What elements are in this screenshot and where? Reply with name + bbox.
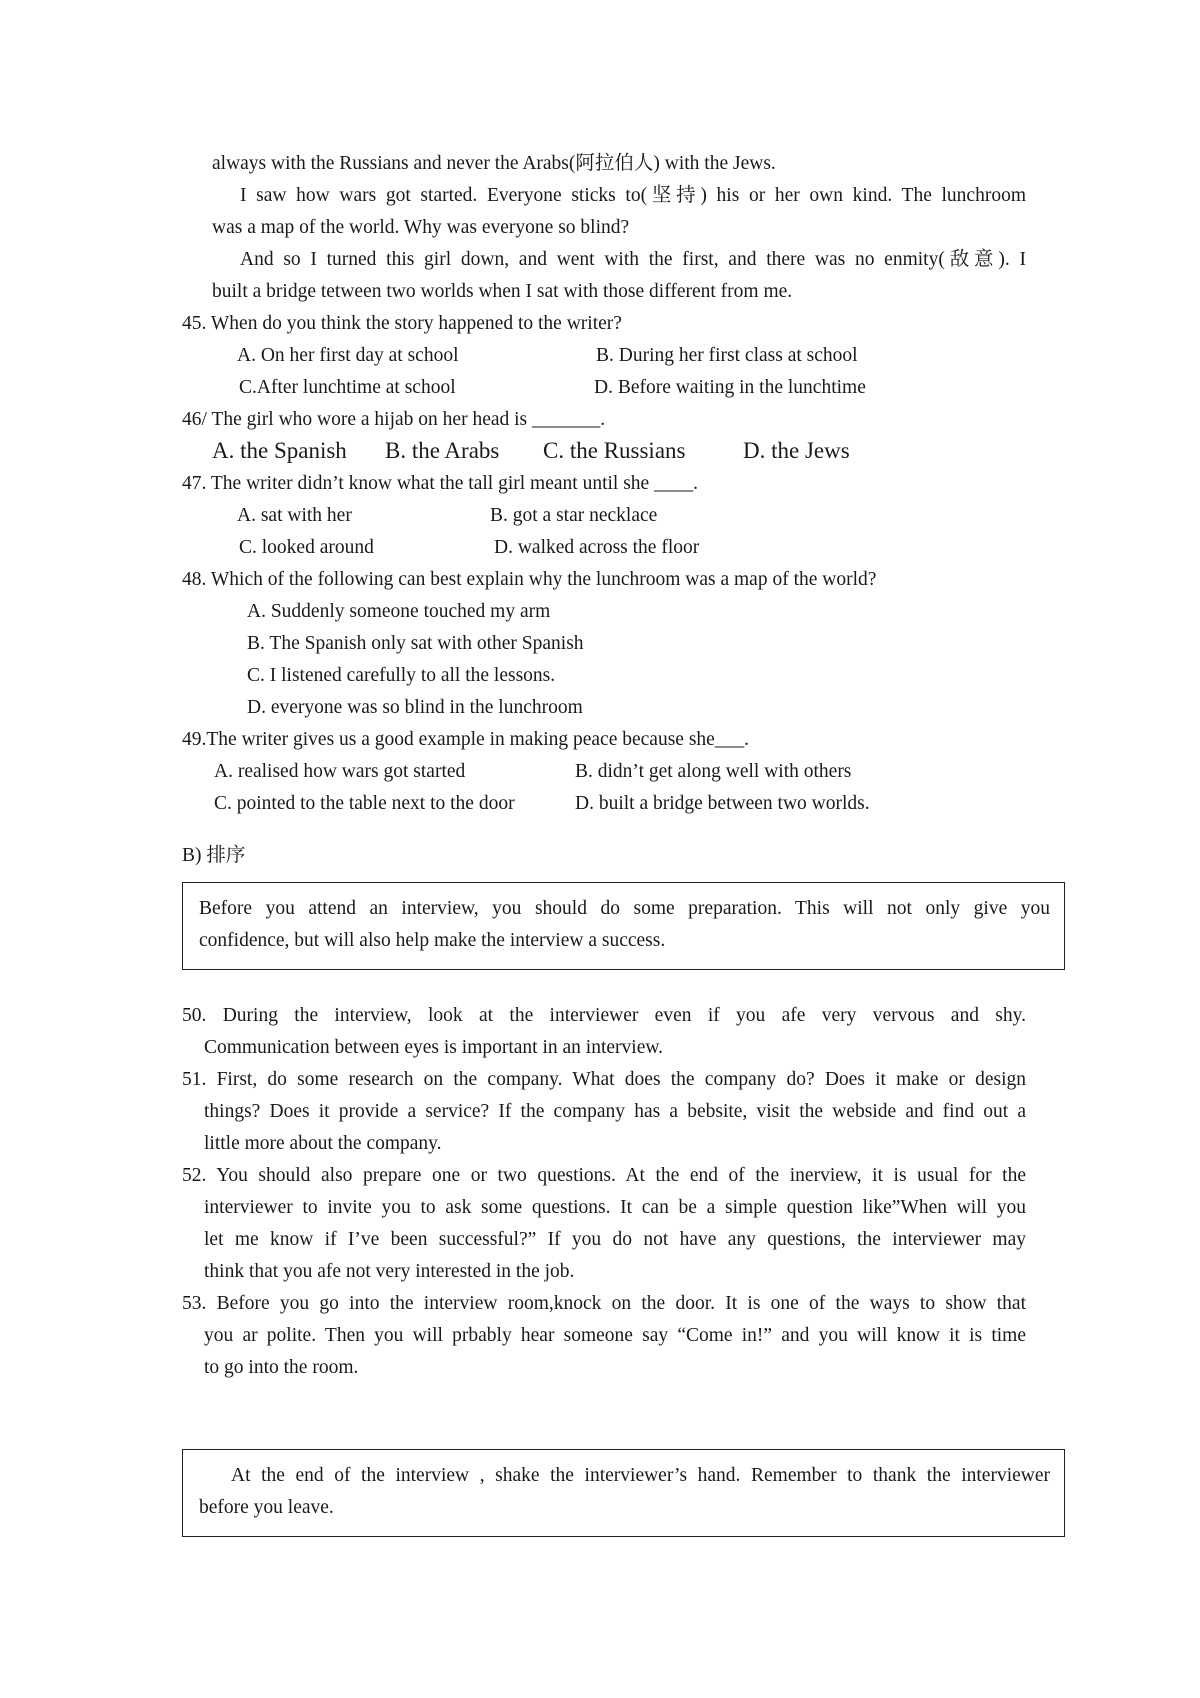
option-47-b: B. got a star necklace	[490, 505, 658, 526]
option-49-c: C. pointed to the table next to the door	[214, 793, 515, 814]
question-46-stem: 46/ The girl who wore a hijab on her head is _______.	[182, 409, 606, 430]
option-45-b: B. During her first class at school	[596, 345, 858, 366]
closing-box-line: At the end of the interview , shake the interviewer’s hand. Remember to thank the interviewer	[231, 1465, 1050, 1486]
option-46-b: B. the Arabs	[385, 438, 500, 463]
option-47-c: C. looked around	[239, 537, 374, 558]
option-45-c: C.After lunchtime at school	[239, 377, 456, 398]
item-51: 51. First, do some research on the company. What does the company do? Does it make or design	[182, 1069, 1026, 1090]
closing-box	[182, 1449, 1065, 1537]
option-46-c: C. the Russians	[543, 438, 686, 463]
option-46-d: D. the Jews	[743, 438, 850, 463]
item-52-cont: interviewer to invite you to ask some questions. It can be a simple question like”When will you	[204, 1197, 1026, 1218]
option-48-c: C. I listened carefully to all the lessons.	[247, 665, 556, 686]
passage-line: And so I turned this girl down, and went with the first, and there was no enmity(敌意). I	[240, 249, 1026, 270]
item-51-cont: things? Does it provide a service? If the company has a bebsite, visit the webside and find out a	[204, 1101, 1026, 1122]
item-50-cont: Communication between eyes is important in an interview.	[204, 1037, 664, 1058]
item-52-cont: let me know if I’ve been successful?” If you do not have any questions, the interviewer may	[204, 1229, 1026, 1250]
option-45-a: A. On her first day at school	[237, 345, 459, 366]
option-45-d: D. Before waiting in the lunchtime	[594, 377, 866, 398]
option-49-a: A. realised how wars got started	[214, 761, 466, 782]
item-52: 52. You should also prepare one or two questions. At the end of the inerview, it is usual for the	[182, 1165, 1026, 1186]
closing-box-line: before you leave.	[199, 1497, 334, 1518]
intro-box-line: confidence, but will also help make the interview a success.	[199, 930, 666, 951]
option-48-d: D. everyone was so blind in the lunchroom	[247, 697, 583, 718]
option-49-d: D. built a bridge between two worlds.	[575, 793, 870, 814]
passage-line: was a map of the world. Why was everyone so blind?	[212, 217, 630, 238]
option-46-a: A. the Spanish	[212, 438, 347, 463]
item-50: 50. During the interview, look at the interviewer even if you afe very vervous and shy.	[182, 1005, 1026, 1026]
option-47-d: D. walked across the floor	[494, 537, 700, 558]
passage-line: always with the Russians and never the Arabs(阿拉伯人) with the Jews.	[212, 153, 776, 174]
question-48-stem: 48. Which of the following can best explain why the lunchroom was a map of the world?	[182, 569, 877, 590]
item-53: 53. Before you go into the interview room,knock on the door. It is one of the ways to show that	[182, 1293, 1026, 1314]
question-47-stem: 47. The writer didn’t know what the tall girl meant until she ____.	[182, 473, 698, 494]
option-48-a: A. Suddenly someone touched my arm	[247, 601, 551, 622]
option-48-b: B. The Spanish only sat with other Spanish	[247, 633, 584, 654]
option-49-b: B. didn’t get along well with others	[575, 761, 852, 782]
option-47-a: A. sat with her	[237, 505, 352, 526]
item-52-cont: think that you afe not very interested in the job.	[204, 1261, 575, 1282]
passage-line: built a bridge tetween two worlds when I sat with those different from me.	[212, 281, 793, 302]
passage-line: I saw how wars got started. Everyone sticks to(坚持) his or her own kind. The lunchroom	[240, 185, 1026, 206]
item-51-cont: little more about the company.	[204, 1133, 442, 1154]
intro-box	[182, 882, 1065, 970]
item-53-cont: to go into the room.	[204, 1357, 359, 1378]
question-45-stem: 45. When do you think the story happened to the writer?	[182, 313, 622, 334]
question-49-stem: 49.The writer gives us a good example in making peace because she___.	[182, 729, 749, 750]
intro-box-line: Before you attend an interview, you should do some preparation. This will not only give you	[199, 898, 1050, 919]
section-b-heading: B) 排序	[182, 845, 246, 866]
item-53-cont: you ar polite. Then you will prbably hear someone say “Come in!” and you will know it is time	[204, 1325, 1026, 1346]
